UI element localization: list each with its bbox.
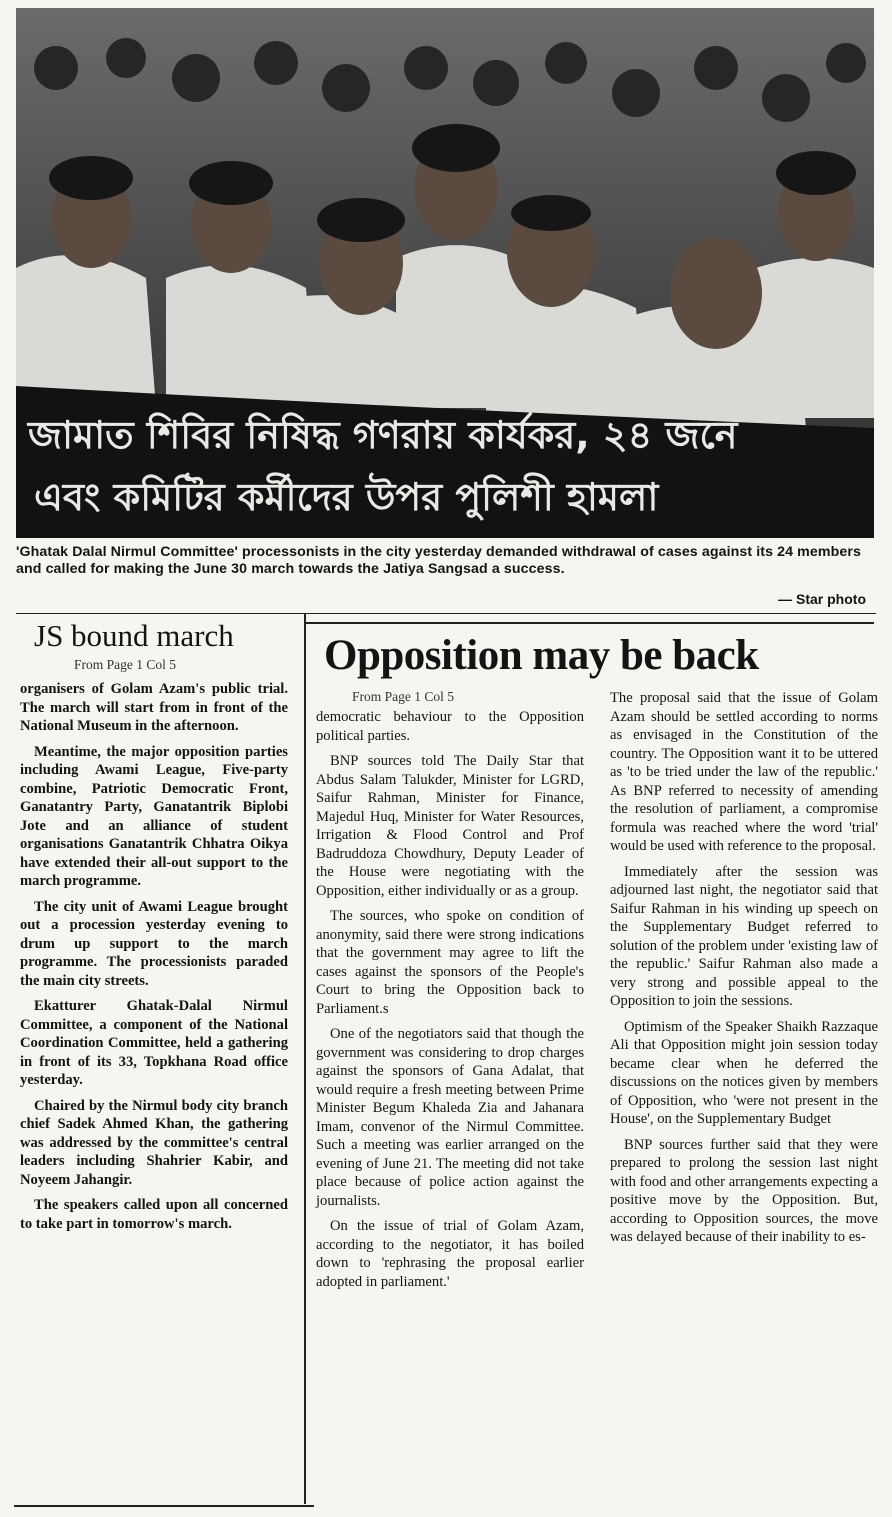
left-paragraph: The city unit of Awami League brought out a procession yesterday evening to drum up support to the march programme. The processionists paraded the main city streets. xyxy=(20,898,288,989)
divider-rule xyxy=(16,613,876,614)
crowd-photo-illustration xyxy=(16,8,874,538)
right-paragraph: The sources, who spoke on condition of anonymity, said there were strong indications that the government may agree to lift the cases against the sponsors of the People's Court to bring the Opposition back to Parliament.s xyxy=(316,908,584,1017)
left-paragraph: Meantime, the major opposition parties including Awami League, Five-party combine, Patriotic Democratic Front, Ganatantry Party, Ganatantrik Biplobi Jote and an alliance of student organisations Ganatantrik Chhatra Oikya have extended their all-out support to the march programme. xyxy=(20,743,288,889)
left-paragraph: Ekatturer Ghatak-Dalal Nirmul Committee, a component of the National Coordination Committee, held a gathering in front of its 33, Topkhana Road office yesterday. xyxy=(20,998,288,1088)
photo-caption: 'Ghatak Dalal Nirmul Committee' processonists in the city yesterday demanded withdrawal of cases against its 24 members and called for making the June 30 march towards the Jatiya Sangsad a success. xyxy=(16,544,861,577)
right-paragraph: The proposal said that the issue of Golam Azam should be settled according to norms as envisaged in the Constitution of the country. The Opposition want it to be uttered as 'to be tried under the law of the republic.' As BNP referred to necessity of amending the resolution of parliament, a compromise formula was reached where the word 'trial' would be used with reference to the proposal. xyxy=(610,690,878,854)
right-jump-line: From Page 1 Col 5 xyxy=(352,689,455,704)
photo-credit: — Star photo xyxy=(778,591,866,607)
right-article-column-1 xyxy=(316,708,584,1298)
right-paragraph: Optimism of the Speaker Shaikh Razzaque Ali that Opposition might join session today became clear when he deferred the discussions on the notices given by members of Opposition, who 'were not present in the House', on the Supplementary Budget xyxy=(610,1018,878,1127)
headline-box-rule xyxy=(304,622,874,624)
left-paragraph: Chaired by the Nirmul body city branch chief Sadek Ahmed Khan, the gathering was addressed by the committee's central leaders including Shahrier Kabir, and Noyeem Jahangir. xyxy=(20,1097,288,1188)
right-paragraph: Immediately after the session was adjourned last night, the negotiator said that Saifur Rahman in his winding up speech on the Supplementary Budget referred to solution of the problem under 'existing law of the republic.' Saifur Rahman also made a very strong and possible appeal to the Opposition to join the sessions. xyxy=(610,863,878,1009)
right-paragraph: One of the negotiators said that though the government was considering to drop charges against the sponsors of Gana Adalat, that would require a fresh meeting between Prime Minister Begum Khaleda Zia and Jahanara Imam, convenor of the Nirmul Committee. Such a meeting was earlier arranged on the evening of June 21. The meeting did not take place because of police action against the journalists. xyxy=(316,1026,584,1209)
bottom-rule xyxy=(14,1505,314,1507)
left-paragraph: The speakers called upon all concerned to take part in tomorrow's march. xyxy=(20,1197,288,1232)
column-divider xyxy=(304,614,306,1504)
right-paragraph: On the issue of trial of Golam Azam, according to the negotiator, it has boiled down to 'rephrasing the proposal earlier adopted in parliament.' xyxy=(316,1218,584,1290)
banner-text-line2: এবং কমিটির কর্মীদের উপর পুলিশী হামলা xyxy=(34,475,659,519)
main-headline: Opposition may be back xyxy=(324,632,759,679)
left-article-body xyxy=(20,680,288,1240)
left-headline: JS bound march xyxy=(34,618,234,653)
right-article-column-2 xyxy=(610,689,878,1254)
right-paragraph: BNP sources told The Daily Star that Abdus Salam Talukder, Minister for LGRD, Saifur Rahman, Minister for Finance, Majedul Huq, Minister for Water Resources, Irrigation & Flood Control and Prof Badruddoza Chowdhury, Deputy Leader of the House were negotiating with the Opposition, either individually or as a group. xyxy=(316,753,584,899)
left-jump-line: From Page 1 Col 5 xyxy=(74,657,177,672)
news-photo xyxy=(16,8,874,538)
right-paragraph: BNP sources further said that they were prepared to prolong the session last night with food and other arrangements expecting a positive move by the Opposition. But, according to Opposition sources, the move was delayed because of their inability to es- xyxy=(610,1136,878,1245)
banner-text-line1: জামাত শিবির নিষিদ্ধ গণরায় কার্যকর, ২৪ জনে xyxy=(28,413,738,457)
left-paragraph: organisers of Golam Azam's public trial. The march will start from in front of the National Museum in the afternoon. xyxy=(20,681,288,734)
right-paragraph: democratic behaviour to the Opposition political parties. xyxy=(316,709,584,744)
